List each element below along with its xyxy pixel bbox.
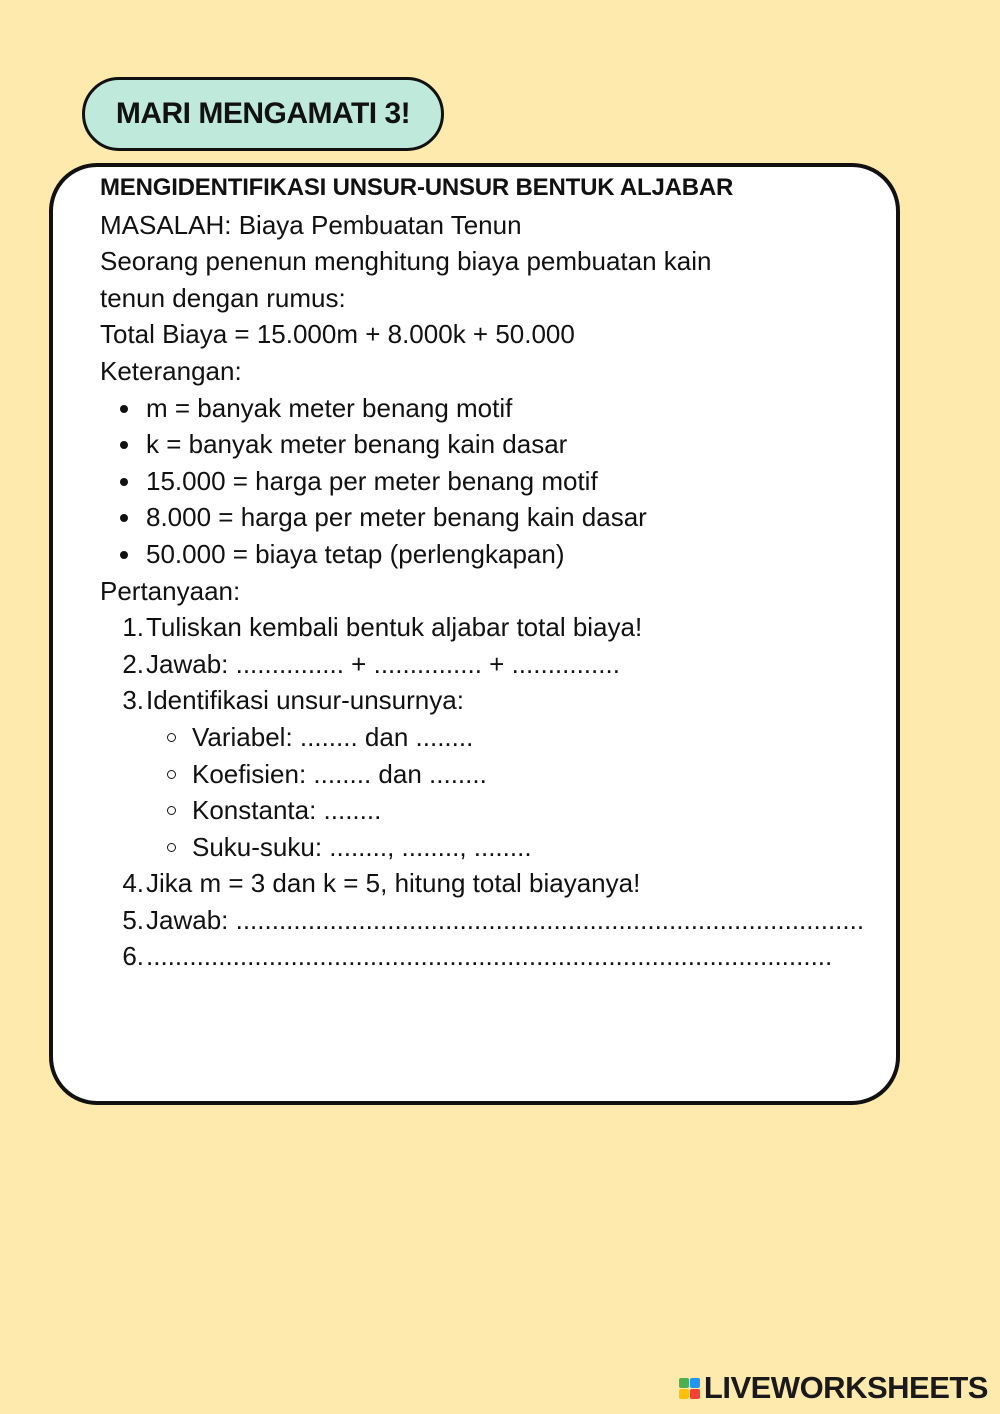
identification-terms[interactable]: Suku-suku: ........, ........, ........	[100, 829, 880, 866]
question-item[interactable]	[100, 938, 880, 975]
question-item	[100, 865, 880, 902]
question-number: 4.	[122, 868, 144, 899]
problem-description-line-2: tenun dengan rumus:	[100, 282, 346, 313]
notes-label: Keterangan:	[100, 355, 242, 386]
liveworksheets-logo-text: LIVEWORKSHEETS	[703, 1370, 988, 1405]
notes-item: 8.000 = harga per meter benang kain dasar	[100, 499, 880, 536]
formula: Total Biaya = 15.000m + 8.000k + 50.000	[100, 319, 575, 350]
identification-list	[100, 719, 880, 865]
problem-content	[100, 170, 880, 975]
question-number: 2.	[122, 648, 144, 679]
question-text: Jika m = 3 dan k = 5, hitung total biayanya!	[146, 868, 641, 899]
question-text: Tuliskan kembali bentuk aljabar total biaya!	[146, 612, 643, 643]
problem-description-line-1: Seorang penenun menghitung biaya pembuatan kain	[100, 246, 712, 277]
notes-item: 50.000 = biaya tetap (perlengkapan)	[100, 536, 880, 573]
question-item	[100, 609, 880, 646]
liveworksheets-logo	[679, 1370, 988, 1406]
question-item[interactable]	[100, 902, 880, 939]
section-title-pill	[82, 77, 444, 151]
questions-list	[100, 609, 880, 719]
notes-item: k = banyak meter benang kain dasar	[100, 426, 880, 463]
notes-item: m = banyak meter benang motif	[100, 390, 880, 427]
question-item[interactable]	[100, 646, 880, 683]
question-number: 1.	[122, 612, 144, 643]
identification-constant[interactable]: Konstanta: ........	[100, 792, 880, 829]
notes-list	[100, 390, 880, 573]
question-text: Identifikasi unsur-unsurnya:	[146, 685, 464, 716]
answer-blank[interactable]: Jawab: .......................................................................................	[146, 904, 865, 935]
questions-label: Pertanyaan:	[100, 575, 241, 606]
questions-list-continued	[100, 865, 880, 975]
liveworksheets-logo-icon	[679, 1378, 700, 1399]
card-heading: MENGIDENTIFIKASI UNSUR-UNSUR BENTUK ALJABAR	[100, 174, 734, 201]
problem-title: MASALAH: Biaya Pembuatan Tenun	[100, 209, 522, 240]
question-item	[100, 682, 880, 719]
identification-variables[interactable]: Variabel: ........ dan ........	[100, 719, 880, 756]
question-number: 6.	[122, 941, 144, 972]
question-number: 3.	[122, 685, 144, 716]
section-title: MARI MENGAMATI 3!	[115, 97, 411, 130]
notes-item: 15.000 = harga per meter benang motif	[100, 463, 880, 500]
question-number: 5.	[122, 904, 144, 935]
answer-blank[interactable]: ...............................................................................................	[146, 941, 833, 972]
identification-coefficients[interactable]: Koefisien: ........ dan ........	[100, 756, 880, 793]
answer-blank[interactable]: Jawab: ............... + ............... + ...............	[146, 648, 620, 679]
